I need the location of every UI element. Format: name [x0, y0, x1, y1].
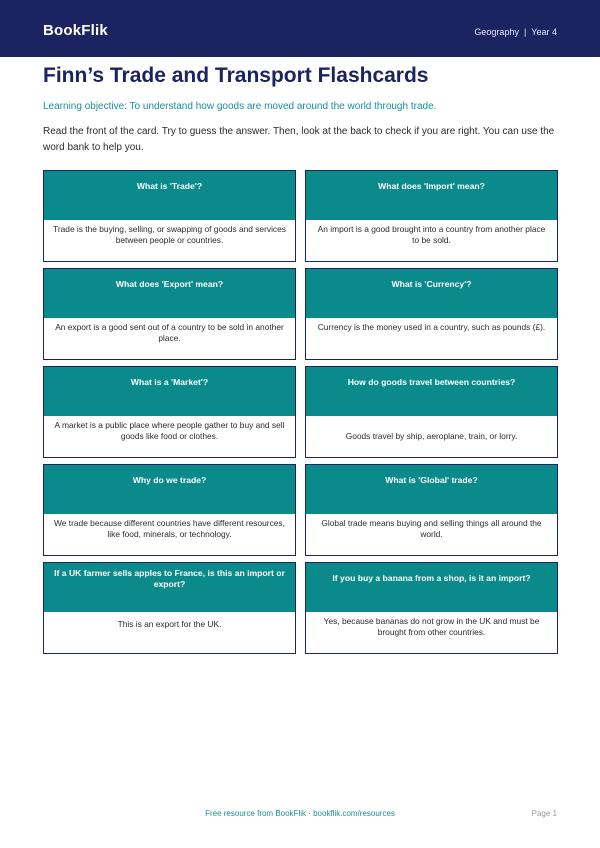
card-answer: Goods travel by ship, aeroplane, train, or lorry. — [345, 431, 518, 441]
card-back — [44, 612, 295, 653]
card-back — [44, 514, 295, 555]
card-question: If you buy a banana from a shop, is it an import? — [332, 573, 531, 583]
page-number: Page 1 — [531, 809, 557, 818]
subject-year-label — [474, 27, 557, 37]
card-front — [306, 269, 557, 318]
card-question: What is 'Global' trade? — [385, 475, 478, 485]
card-question: What does 'Import' mean? — [378, 181, 485, 191]
flashcard[interactable] — [305, 170, 558, 262]
flashcard[interactable] — [43, 268, 296, 360]
card-question: What does 'Export' mean? — [115, 279, 224, 289]
learning-objective: Learning objective: To understand how goods are moved around the world through trade. — [43, 101, 437, 112]
card-front — [306, 367, 557, 416]
flashcard[interactable] — [43, 170, 296, 262]
card-back — [306, 514, 557, 555]
flashcard-grid — [43, 170, 558, 654]
year-label: Year 4 — [531, 27, 557, 37]
card-answer: A market is a public place where people gather to buy and sell goods like food or clothes. — [54, 420, 285, 441]
card-back — [306, 220, 557, 261]
flashcard[interactable] — [43, 366, 296, 458]
card-question: How do goods travel between countries? — [347, 377, 516, 387]
flashcard[interactable] — [305, 268, 558, 360]
subject-label: Geography — [474, 27, 519, 37]
separator: | — [523, 27, 527, 37]
card-answer: Trade is the buying, selling, or swapping of goods and services between people or countries. — [53, 224, 286, 245]
top-bar — [0, 0, 600, 57]
instructions: Read the front of the card. Try to guess the answer. Then, look at the back to check if you are right. You can use the word bank to help you. — [43, 126, 555, 153]
card-question: What is 'Currency'? — [391, 279, 472, 289]
brand-logo[interactable]: BookFlik — [43, 22, 108, 39]
card-back — [44, 220, 295, 261]
card-back — [306, 612, 557, 653]
flashcard[interactable] — [305, 464, 558, 556]
flashcard[interactable] — [43, 562, 296, 654]
card-question: What is 'Trade'? — [136, 181, 203, 191]
card-question: Why do we trade? — [132, 475, 207, 485]
card-front — [44, 465, 295, 514]
card-question: If a UK farmer sells apples to France, is this an import or export? — [54, 568, 285, 589]
card-front — [306, 465, 557, 514]
card-front — [44, 563, 295, 612]
card-front — [44, 171, 295, 220]
card-answer: Global trade means buying and selling things all around the world. — [321, 518, 542, 539]
flashcard[interactable] — [305, 366, 558, 458]
page-title: Finn’s Trade and Transport Flashcards — [43, 64, 429, 87]
card-front — [306, 563, 557, 612]
card-back — [44, 416, 295, 457]
flashcard[interactable] — [305, 562, 558, 654]
card-front — [306, 171, 557, 220]
flashcard[interactable] — [43, 464, 296, 556]
card-answer: An export is a good sent out of a country to be sold in another place. — [55, 322, 284, 343]
card-answer: We trade because different countries have different resources, like food, minerals, or technology. — [54, 518, 285, 539]
card-answer: Currency is the money used in a country, such as pounds (£). — [317, 322, 546, 332]
card-answer: Yes, because bananas do not grow in the UK and must be brought from other countries. — [323, 616, 540, 637]
card-back — [44, 318, 295, 359]
card-question: What is a 'Market'? — [130, 377, 209, 387]
card-back — [306, 416, 557, 457]
card-front — [44, 269, 295, 318]
footer-credit[interactable]: Free resource from BookFlik · bookflik.com/resources — [205, 809, 395, 818]
card-answer: This is an export for the UK. — [117, 619, 222, 629]
card-answer: An import is a good brought into a country from another place to be sold. — [317, 224, 546, 245]
card-front — [44, 367, 295, 416]
card-back — [306, 318, 557, 359]
